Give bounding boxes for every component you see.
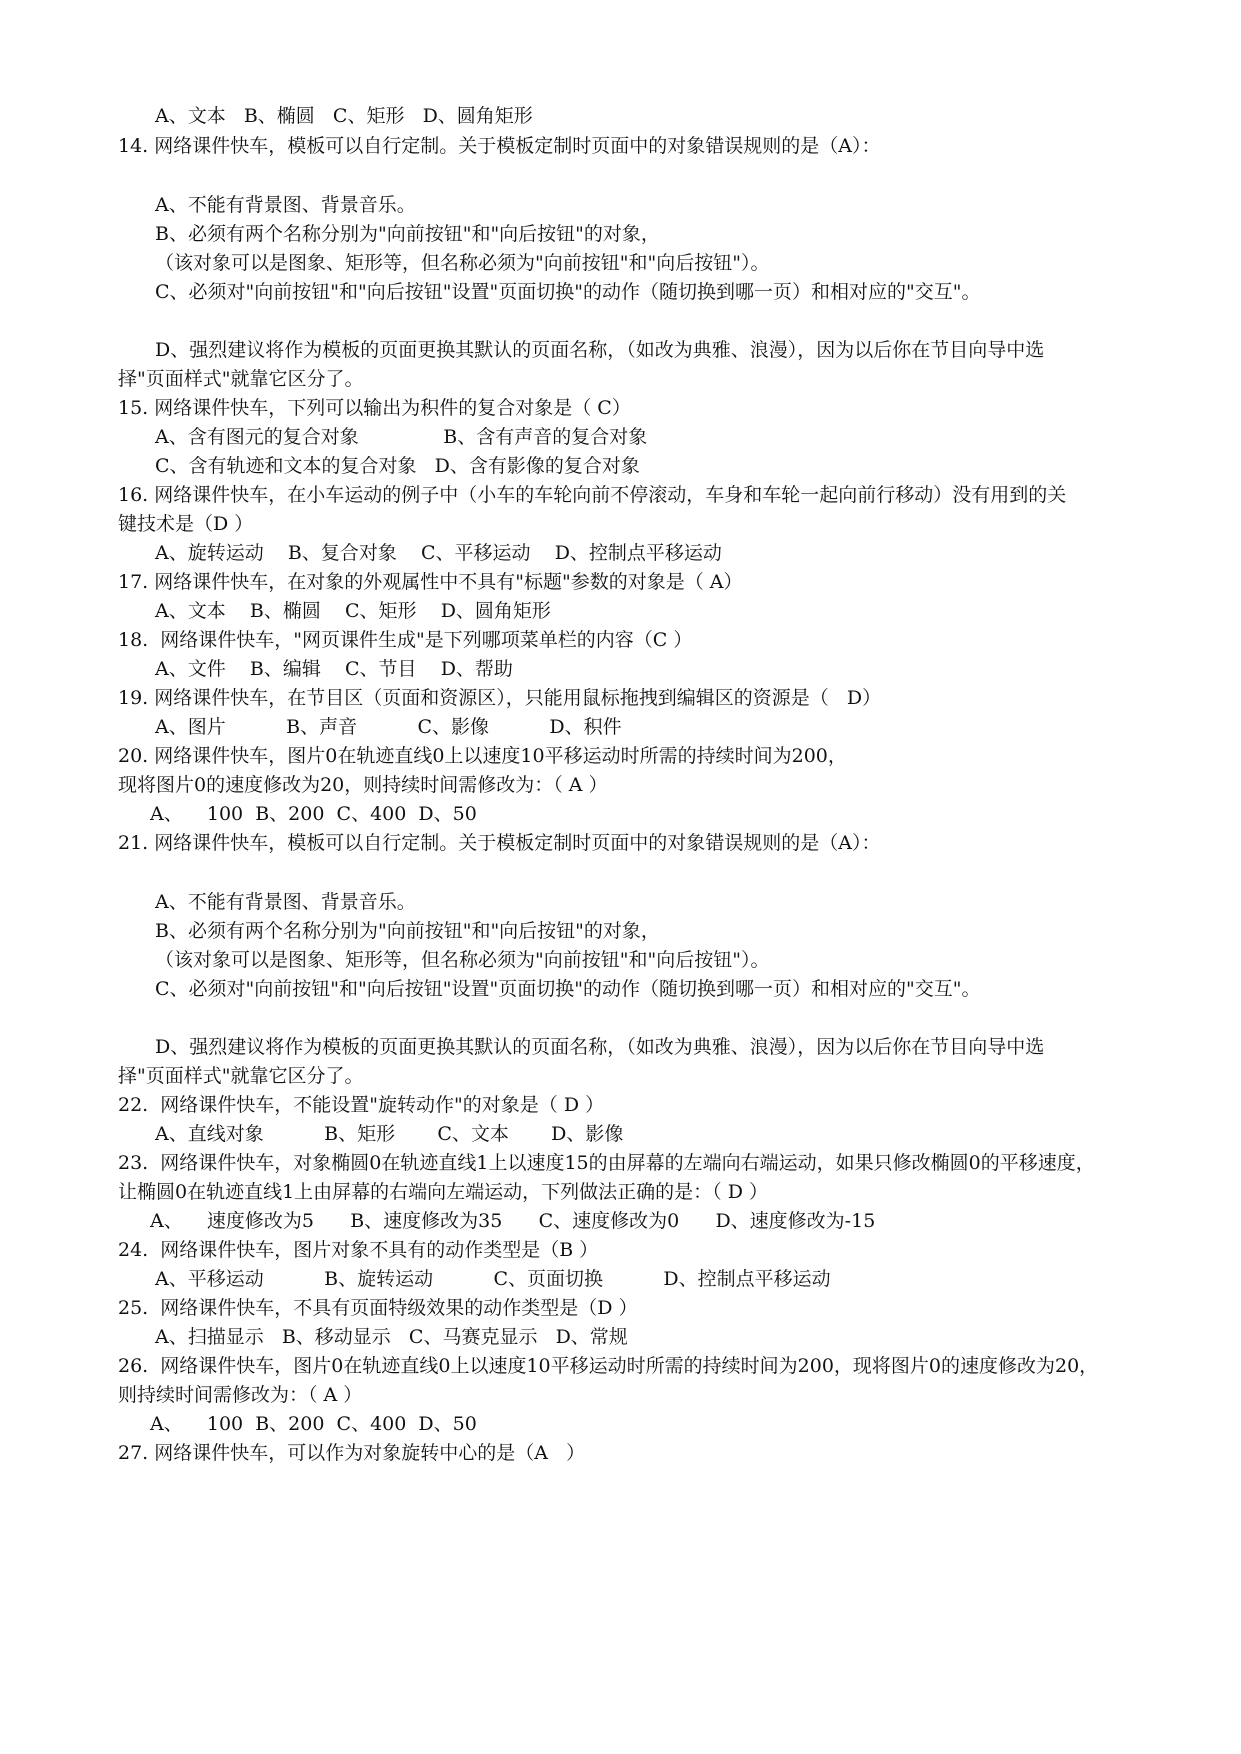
text-line: A、文本 B、椭圆 C、矩形 D、圆角矩形 [155, 105, 533, 127]
text-line: A、 100 B、200 C、400 D、50 [150, 1413, 477, 1435]
question-23: 23. 网络课件快车，对象椭圆0在轨迹直线1上以速度15的由屏幕的左端向右端运动，如果只修改椭圆0的平移速度， [118, 1152, 1095, 1174]
question-16: 16. 网络课件快车，在小车运动的例子中（小车的车轮向前不停滚动，车身和车轮一起向前行移动）没有用到的关 [118, 484, 1067, 506]
text-line: 择"页面样式"就靠它区分了。 [118, 1065, 364, 1087]
question-20: 20. 网络课件快车，图片0在轨迹直线0上以速度10平移运动时所需的持续时间为200， [118, 745, 847, 767]
text-line: C、必须对"向前按钮"和"向后按钮"设置"页面切换"的动作（随切换到哪一页）和相对应的"交互"。 [155, 978, 981, 1000]
text-line: A、 速度修改为5 B、速度修改为35 C、速度修改为0 D、速度修改为-15 [150, 1210, 876, 1232]
question-21: 21. 网络课件快车，模板可以自行定制。关于模板定制时页面中的对象错误规则的是（A）： [118, 832, 881, 854]
question-15: 15. 网络课件快车，下列可以输出为积件的复合对象是（ C） [118, 397, 631, 419]
question-26: 26. 网络课件快车，图片0在轨迹直线0上以速度10平移运动时所需的持续时间为200，现将图片0的速度修改为20， [118, 1355, 1099, 1377]
text-line: A、含有图元的复合对象 B、含有声音的复合对象 [155, 426, 648, 448]
text-line: 现将图片0的速度修改为20，则持续时间需修改为：（ A ） [118, 774, 608, 796]
question-17: 17. 网络课件快车，在对象的外观属性中不具有"标题"参数的对象是（ A） [118, 571, 743, 593]
text-line: 则持续时间需修改为：（ A ） [118, 1384, 363, 1406]
text-line: B、必须有两个名称分别为"向前按钮"和"向后按钮"的对象， [155, 920, 660, 942]
text-line: 择"页面样式"就靠它区分了。 [118, 368, 364, 390]
question-25: 25. 网络课件快车，不具有页面特级效果的动作类型是（D ） [118, 1297, 638, 1319]
question-24: 24. 网络课件快车，图片对象不具有的动作类型是（B ） [118, 1239, 599, 1261]
text-line: A、直线对象 B、矩形 C、文本 D、影像 [155, 1123, 624, 1145]
text-line: A、不能有背景图、背景音乐。 [155, 194, 416, 216]
question-18: 18. 网络课件快车，"网页课件生成"是下列哪项菜单栏的内容（C ） [118, 629, 693, 651]
text-line: 让椭圆0在轨迹直线1上由屏幕的右端向左端运动，下列做法正确的是：（ D ） [118, 1181, 768, 1203]
text-line: A、图片 B、声音 C、影像 D、积件 [155, 716, 622, 738]
text-line: A、扫描显示 B、移动显示 C、马赛克显示 D、常规 [155, 1326, 628, 1348]
text-line: A、平移运动 B、旋转运动 C、页面切换 D、控制点平移运动 [155, 1268, 831, 1290]
question-14: 14. 网络课件快车，模板可以自行定制。关于模板定制时页面中的对象错误规则的是（A）： [118, 135, 881, 157]
text-line: A、文本 B、椭圆 C、矩形 D、圆角矩形 [155, 600, 551, 622]
text-line: （该对象可以是图象、矩形等，但名称必须为"向前按钮"和"向后按钮"）。 [155, 252, 770, 274]
text-line: D、强烈建议将作为模板的页面更换其默认的页面名称，（如改为典雅、浪漫），因为以后你在节目向导中选 [155, 339, 1045, 361]
text-line: A、不能有背景图、背景音乐。 [155, 891, 416, 913]
text-line: （该对象可以是图象、矩形等，但名称必须为"向前按钮"和"向后按钮"）。 [155, 949, 770, 971]
question-22: 22. 网络课件快车，不能设置"旋转动作"的对象是（ D ） [118, 1094, 605, 1116]
question-27: 27. 网络课件快车，可以作为对象旋转中心的是（A ） [118, 1442, 586, 1464]
text-line: A、文件 B、编辑 C、节目 D、帮助 [155, 658, 513, 680]
text-line: D、强烈建议将作为模板的页面更换其默认的页面名称，（如改为典雅、浪漫），因为以后你在节目向导中选 [155, 1036, 1045, 1058]
text-line: A、旋转运动 B、复合对象 C、平移运动 D、控制点平移运动 [155, 542, 722, 564]
question-19: 19. 网络课件快车，在节目区（页面和资源区），只能用鼠标拖拽到编辑区的资源是（ D） [118, 687, 882, 709]
text-line: B、必须有两个名称分别为"向前按钮"和"向后按钮"的对象， [155, 223, 660, 245]
text-line: A、 100 B、200 C、400 D、50 [150, 803, 477, 825]
text-line: 键技术是（D ） [118, 513, 254, 535]
text-line: C、含有轨迹和文本的复合对象 D、含有影像的复合对象 [155, 455, 640, 477]
text-line: C、必须对"向前按钮"和"向后按钮"设置"页面切换"的动作（随切换到哪一页）和相对应的"交互"。 [155, 281, 981, 303]
